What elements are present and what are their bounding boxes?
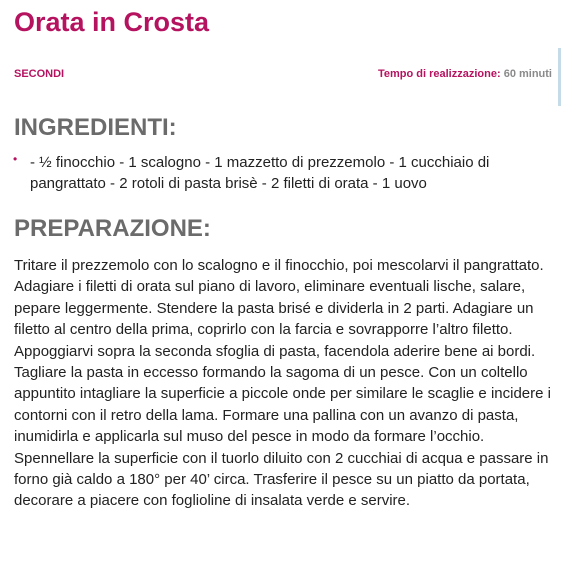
time-label: Tempo di realizzazione: bbox=[377, 68, 501, 80]
ingredients-bullet: • bbox=[13, 152, 18, 166]
recipe-category: SECONDI bbox=[14, 68, 65, 80]
recipe-title: Orata in Crosta bbox=[14, 7, 210, 37]
preparation-time bbox=[378, 67, 552, 81]
preparation-text: Tritare il prezzemolo con lo scalogno e il finocchio, poi mescolarvi il pangrattato. Adagiare i filetti di orata sul piano di lavoro, eliminare eventuali lische, salare, pepare leggermente. Stendere la pasta brisé e dividerla in 2 parti. Adagiare un filetto al centro della prima, coprirlo con la farcia e sovrapporre l’altro filetto. Appoggiarvi sopra la seconda sfoglia di pasta, facendola aderire bene ai bordi. Tagliare la pasta in eccesso formando la sagoma di un pesce. Con un coltello appuntito intagliare la superficie a piccole onde per similare le scaglie e incidere i contorni con il retro della lama. Formare una pallina con un avanzo di pasta, inumidirla e applicarla sul muso del pesce in modo da formare l’occhio. Spennellare la superficie con il tuorlo diluito con 2 cucchiai di acqua e passare in forno già caldo a 180° per 40’ circa. Trasferire il pesce su un piatto da portata, decorare a piacere con foglioline di insalata verde e servire. bbox=[14, 257, 551, 510]
right-edge-rule bbox=[558, 48, 561, 106]
ingredients-heading: INGREDIENTI: bbox=[14, 114, 177, 141]
ingredients-list: - ½ finocchio - 1 scalogno - 1 mazzetto di prezzemolo - 1 cucchiaio di pangrattato - 2 rotoli di pasta brisè - 2 filetti di orata - 1 uovo bbox=[30, 154, 490, 192]
preparation-heading: PREPARAZIONE: bbox=[14, 215, 211, 242]
time-value: 60 minuti bbox=[503, 68, 552, 80]
